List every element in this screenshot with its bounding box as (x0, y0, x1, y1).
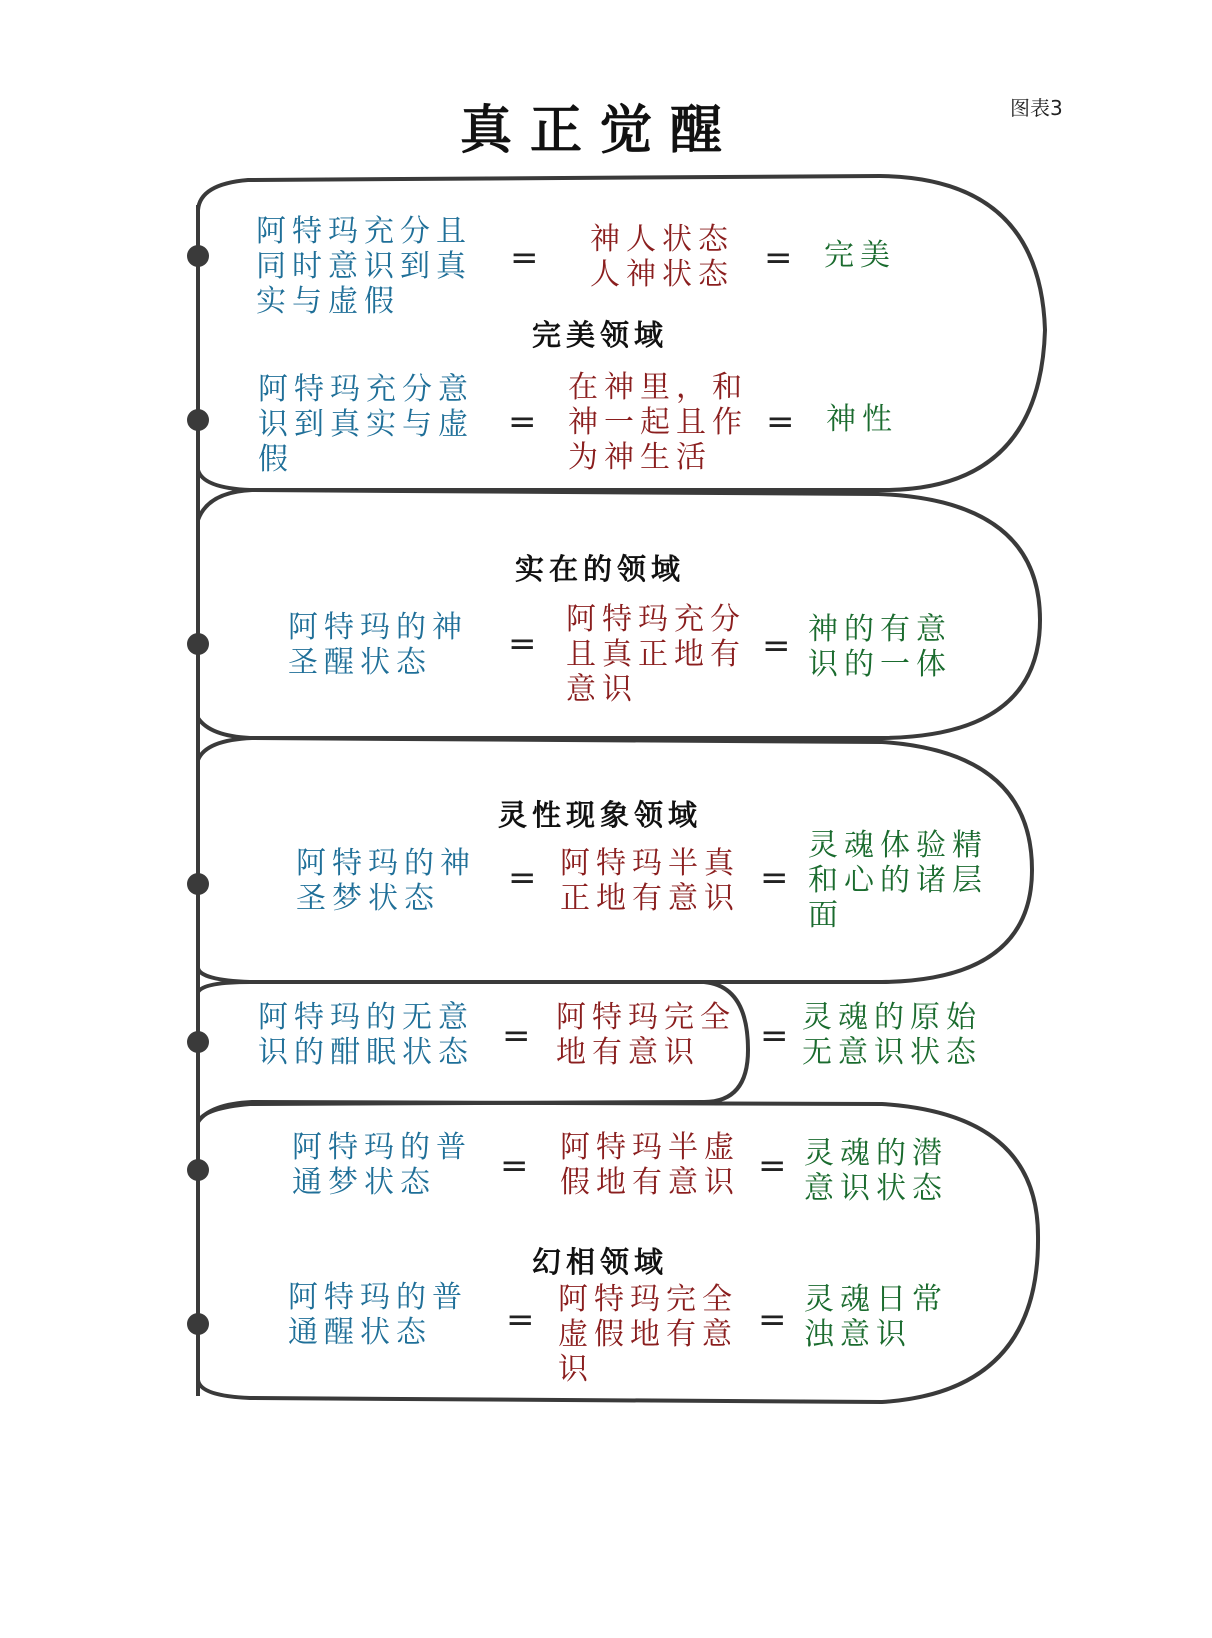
equals-sign: = (508, 624, 537, 664)
equals-sign: = (764, 238, 793, 278)
spine-node (187, 245, 209, 267)
result-cell: 灵魂的潜 意识状态 (804, 1136, 948, 1206)
equals-sign: = (506, 1300, 535, 1340)
spine-node (187, 409, 209, 431)
spine-node (187, 1313, 209, 1335)
consciousness-cell: 阿特玛完全 虚假地有意 识 (558, 1282, 738, 1387)
atma-state-cell: 阿特玛充分意 识到真实与虚 假 (258, 372, 474, 477)
atma-state-cell: 阿特玛的神 圣梦状态 (296, 846, 476, 916)
domain-heading-reality: 实在的领域 (514, 552, 685, 586)
result-cell: 灵魂的原始 无意识状态 (802, 1000, 982, 1070)
equals-sign: = (758, 1300, 787, 1340)
consciousness-cell: 在神里，和 神一起且作 为神生活 (568, 370, 748, 475)
result-cell: 神的有意 识的一体 (808, 612, 952, 682)
result-cell: 神性 (826, 402, 898, 437)
atma-state-cell: 阿特玛的无意 识的酣眠状态 (258, 1000, 474, 1070)
spine-node (187, 633, 209, 655)
result-cell: 完美 (824, 238, 896, 273)
domain-heading-subtle: 灵性现象领域 (497, 798, 702, 832)
atma-state-cell: 阿特玛的普 通梦状态 (292, 1130, 472, 1200)
atma-state-cell: 阿特玛充分且 同时意识到真 实与虚假 (256, 214, 472, 319)
spine-node (187, 1031, 209, 1053)
consciousness-cell: 阿特玛半虚 假地有意识 (560, 1130, 740, 1200)
equals-sign: = (500, 1146, 529, 1186)
atma-state-cell: 阿特玛的普 通醒状态 (288, 1280, 468, 1350)
equals-sign: = (758, 1146, 787, 1186)
domain-heading-perfection: 完美领域 (531, 318, 668, 352)
page-title: 真正觉醒 (459, 101, 740, 161)
equals-sign: = (508, 402, 537, 442)
equals-sign: = (510, 238, 539, 278)
equals-sign: = (508, 858, 537, 898)
result-cell: 灵魂日常 浊意识 (804, 1282, 948, 1352)
result-cell: 灵魂体验精 和心的诸层 面 (808, 828, 988, 933)
consciousness-cell: 阿特玛半真 正地有意识 (560, 846, 740, 916)
consciousness-cell: 阿特玛完全 地有意识 (556, 1000, 736, 1070)
figure-label: 图表3 (1010, 96, 1063, 120)
atma-state-cell: 阿特玛的神 圣醒状态 (288, 610, 468, 680)
consciousness-cell: 神人状态 人神状态 (590, 222, 734, 292)
equals-sign: = (766, 402, 795, 442)
equals-sign: = (760, 1016, 789, 1056)
domain-heading-illusion: 幻相领域 (531, 1245, 668, 1279)
equals-sign: = (762, 626, 791, 666)
spine-node (187, 1159, 209, 1181)
spine-node (187, 873, 209, 895)
equals-sign: = (502, 1016, 531, 1056)
equals-sign: = (760, 858, 789, 898)
consciousness-cell: 阿特玛充分 且真正地有 意识 (566, 602, 746, 707)
